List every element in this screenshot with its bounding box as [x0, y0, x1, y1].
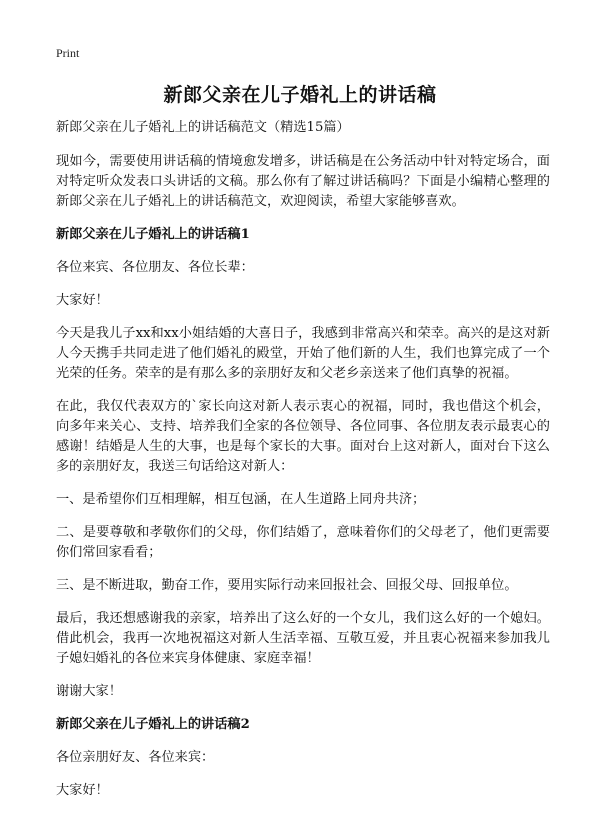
- body-paragraph: 今天是我儿子xx和xx小姐结婚的大喜日子，我感到非常高兴和荣幸。高兴的是这对新人今天携手共同走进了他们婚礼的殿堂，开始了他们新的人生，我们也算完成了一个光荣的任务。荣幸的是有那么多的亲朋好友和父老乡亲送来了他们真挚的祝福。: [56, 326, 550, 381]
- body-paragraph: 在此，我仅代表双方的`家长向这对新人表示衷心的祝福，同时，我也借这个机会，向多年来关心、支持、培养我们全家的各位领导、各位同事、各位朋友表示最衷心的感谢！结婚是人生的大事，也是每个家长的大事。面对台上这对新人，面对台下这么多的亲朋好友，我送三句话给这对新人：: [56, 399, 550, 474]
- thanks-paragraph: 谢谢大家！: [56, 684, 122, 699]
- point-paragraph: 一、是希望你们互相理解，相互包涵，在人生道路上同舟共济；: [56, 492, 426, 507]
- article-subtitle: 新郎父亲在儿子婚礼上的讲话稿范文（精选15篇）: [56, 120, 350, 135]
- page-title: 新郎父亲在儿子婚礼上的讲话稿: [163, 84, 437, 106]
- article-body: [56, 118, 550, 814]
- section-heading-1: 新郎父亲在儿子婚礼上的讲话稿1: [56, 227, 250, 242]
- print-link[interactable]: Print: [56, 46, 80, 60]
- greeting-paragraph: 各位来宾、各位朋友、各位长辈：: [56, 260, 254, 275]
- body-paragraph: 最后，我还想感谢我的亲家，培养出了这么好的一个女儿，我们这么好的一个媳妇。借此机会，我再一次地祝福这对新人生活幸福、互敬互爱，并且衷心祝福来参加我儿子媳妇婚礼的各位来宾身体健康、家庭幸福！: [56, 611, 550, 666]
- point-paragraph: 二、是要尊敬和孝敬你们的父母，你们结婚了，意味着你们的父母老了，他们更需要你们常回家看看；: [56, 525, 550, 560]
- point-paragraph: 三、是不断进取，勤奋工作，要用实际行动来回报社会、回报父母、回报单位。: [56, 578, 518, 593]
- intro-paragraph: 现如今，需要使用讲话稿的情境愈发增多，讲话稿是在公务活动中针对特定场合，面对特定听众发表口头讲话的文稿。那么你有了解过讲话稿吗？下面是小编精心整理的新郎父亲在儿子婚礼上的讲话稿范文，欢迎阅读，希望大家能够喜欢。: [56, 154, 550, 209]
- hello-paragraph: 大家好！: [56, 783, 109, 798]
- section-heading-2: 新郎父亲在儿子婚礼上的讲话稿2: [56, 717, 250, 732]
- greeting-paragraph: 各位亲朋好友、各位来宾：: [56, 750, 215, 765]
- hello-paragraph: 大家好！: [56, 293, 109, 308]
